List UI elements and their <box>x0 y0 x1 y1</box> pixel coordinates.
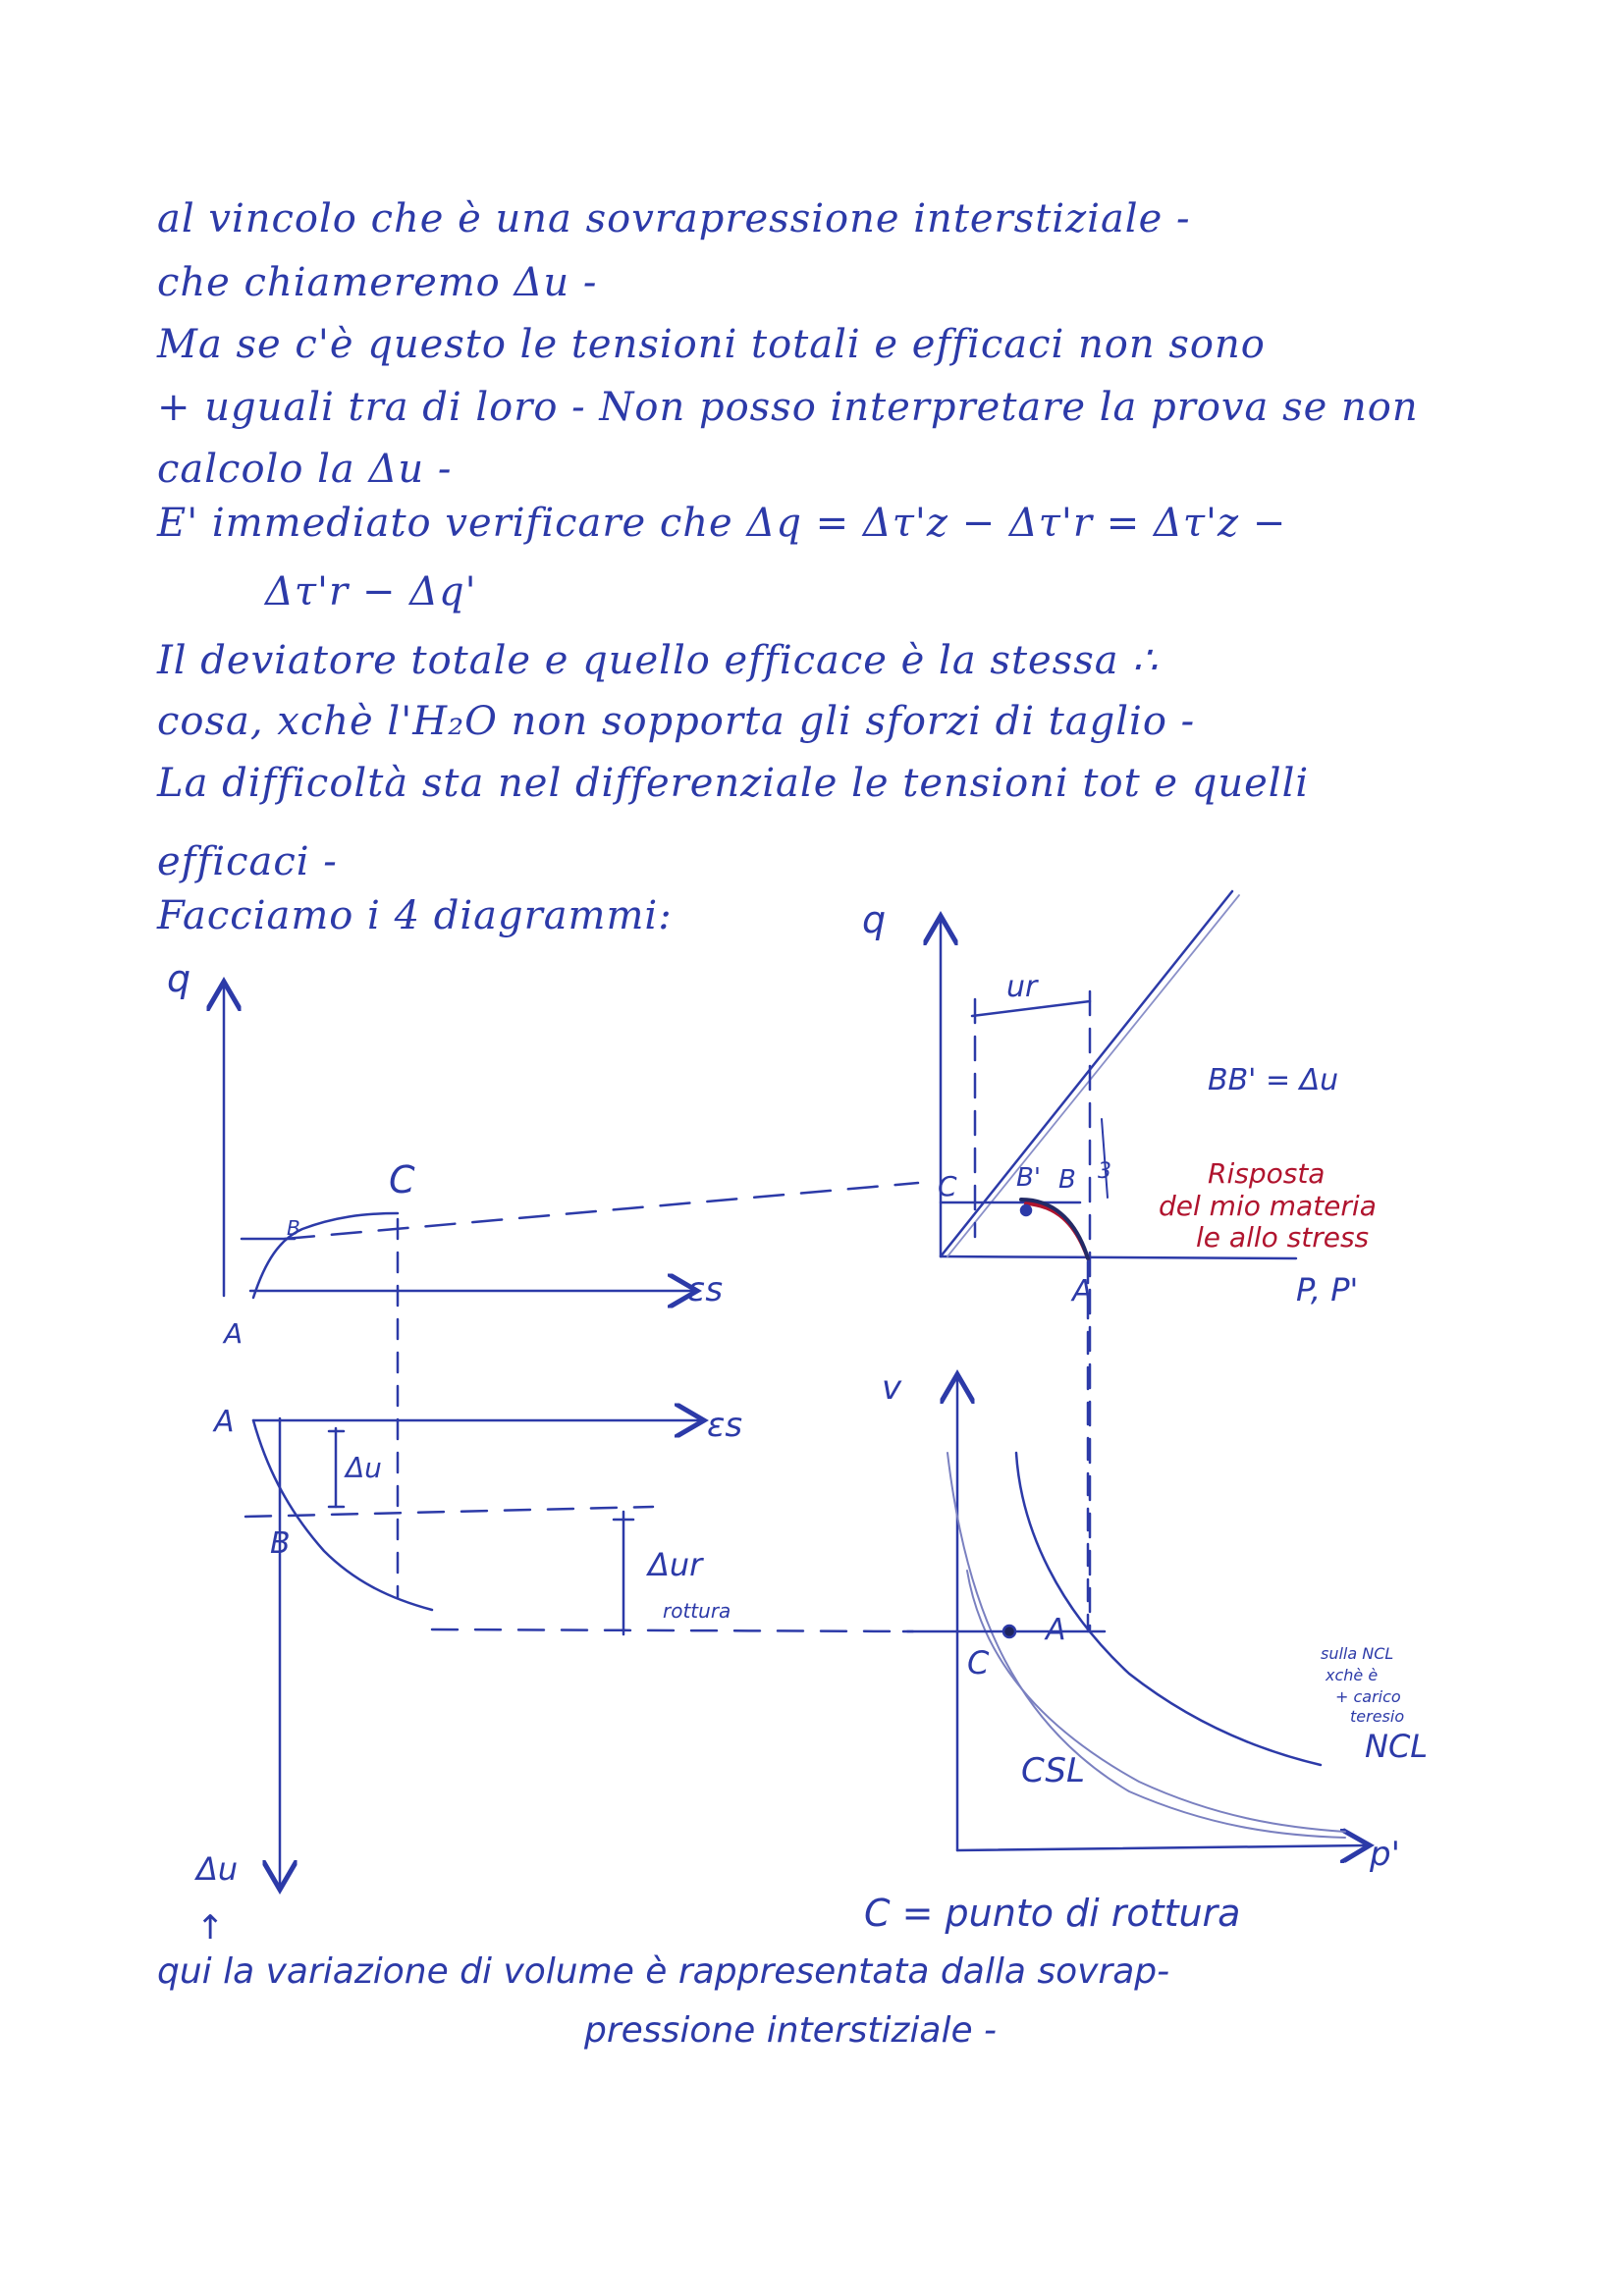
red-note-1: Risposta <box>1208 1157 1326 1190</box>
pp-axis <box>941 1256 1296 1258</box>
label-b1: B <box>287 1216 300 1240</box>
label-c-right: C <box>938 1170 957 1202</box>
label-c-low: C <box>967 1644 990 1682</box>
rottura-def: C = punto di rottura <box>864 1892 1241 1935</box>
label-dur: Δur <box>648 1546 703 1583</box>
text-line-10: La difficoltà sta nel differenziale le tensioni tot e quelli <box>157 761 1310 806</box>
label-a-low: A <box>1046 1613 1066 1647</box>
csl-curve <box>947 1453 1345 1838</box>
label-3: 3 <box>1098 1159 1111 1184</box>
text-line-6: E' immediato verificare che Δq = Δτ'z − Δτ'r = Δτ'z − <box>157 501 1287 546</box>
red-note-3: le allo stress <box>1196 1221 1370 1254</box>
label-q-left: q <box>167 957 191 1000</box>
ncl-note-4: teresio <box>1350 1707 1405 1726</box>
footer-note-1: qui la variazione di volume è rappresentata dalla sovrap- <box>157 1951 1170 1992</box>
text-line-2: che chiameremo Δu - <box>157 260 598 305</box>
label-a1: A <box>224 1317 244 1350</box>
label-b2: B <box>270 1526 291 1561</box>
text-line-3: Ma se c'è questo le tensioni totali e efficaci non sono <box>157 322 1266 367</box>
text-line-12: Facciamo i 4 diagrammi: <box>157 893 673 938</box>
label-a-right: A <box>1072 1274 1093 1308</box>
label-csl: CSL <box>1021 1751 1085 1790</box>
label-a2: A <box>214 1405 235 1439</box>
label-c1: C <box>389 1158 415 1201</box>
label-v: v <box>882 1368 902 1408</box>
ncl-note-3: + carico <box>1335 1687 1401 1706</box>
text-line-1: al vincolo che è una sovrapressione interstiziale - <box>157 196 1191 241</box>
p-prime-axis <box>957 1845 1365 1850</box>
ncl-curve <box>1016 1453 1321 1765</box>
text-line-8: Il deviatore totale e quello efficace è la stessa ∴ <box>157 638 1159 683</box>
label-q-right: q <box>862 898 887 941</box>
ncl-note-1: sulla NCL <box>1321 1644 1394 1663</box>
label-ur: ur <box>1006 970 1038 1004</box>
label-pp: P, P' <box>1296 1271 1359 1308</box>
text-line-9: cosa, xchè l'H₂O non sopporta gli sforzi di taglio - <box>157 699 1196 744</box>
red-note-2: del mio materia <box>1159 1190 1377 1222</box>
label-ncl: NCL <box>1365 1728 1429 1765</box>
label-du-small: Δu <box>346 1452 382 1484</box>
text-line-7: Δτ'r − Δq' <box>265 569 477 614</box>
label-p-prime: p' <box>1370 1835 1400 1874</box>
label-du-axis: Δu <box>196 1850 239 1888</box>
footer-note-2: pressione interstiziale - <box>584 2010 998 2051</box>
label-es-bottom: εs <box>707 1406 743 1445</box>
text-line-4: + uguali tra di loro - Non posso interpretare la prova se non <box>157 385 1419 430</box>
arrow-up-note: ↑ <box>196 1908 225 1948</box>
ncl-note-2: xchè è <box>1326 1666 1379 1684</box>
label-es-top: εs <box>687 1270 724 1309</box>
text-line-11: efficaci - <box>157 839 338 884</box>
text-line-5: calcolo la Δu - <box>157 447 453 492</box>
label-bb-eq: BB' = Δu <box>1208 1063 1339 1097</box>
q-es-curve <box>253 1213 398 1298</box>
label-b-prime: B' <box>1016 1163 1041 1193</box>
label-b-right: B <box>1058 1165 1076 1195</box>
label-rottura: rottura <box>663 1599 731 1623</box>
